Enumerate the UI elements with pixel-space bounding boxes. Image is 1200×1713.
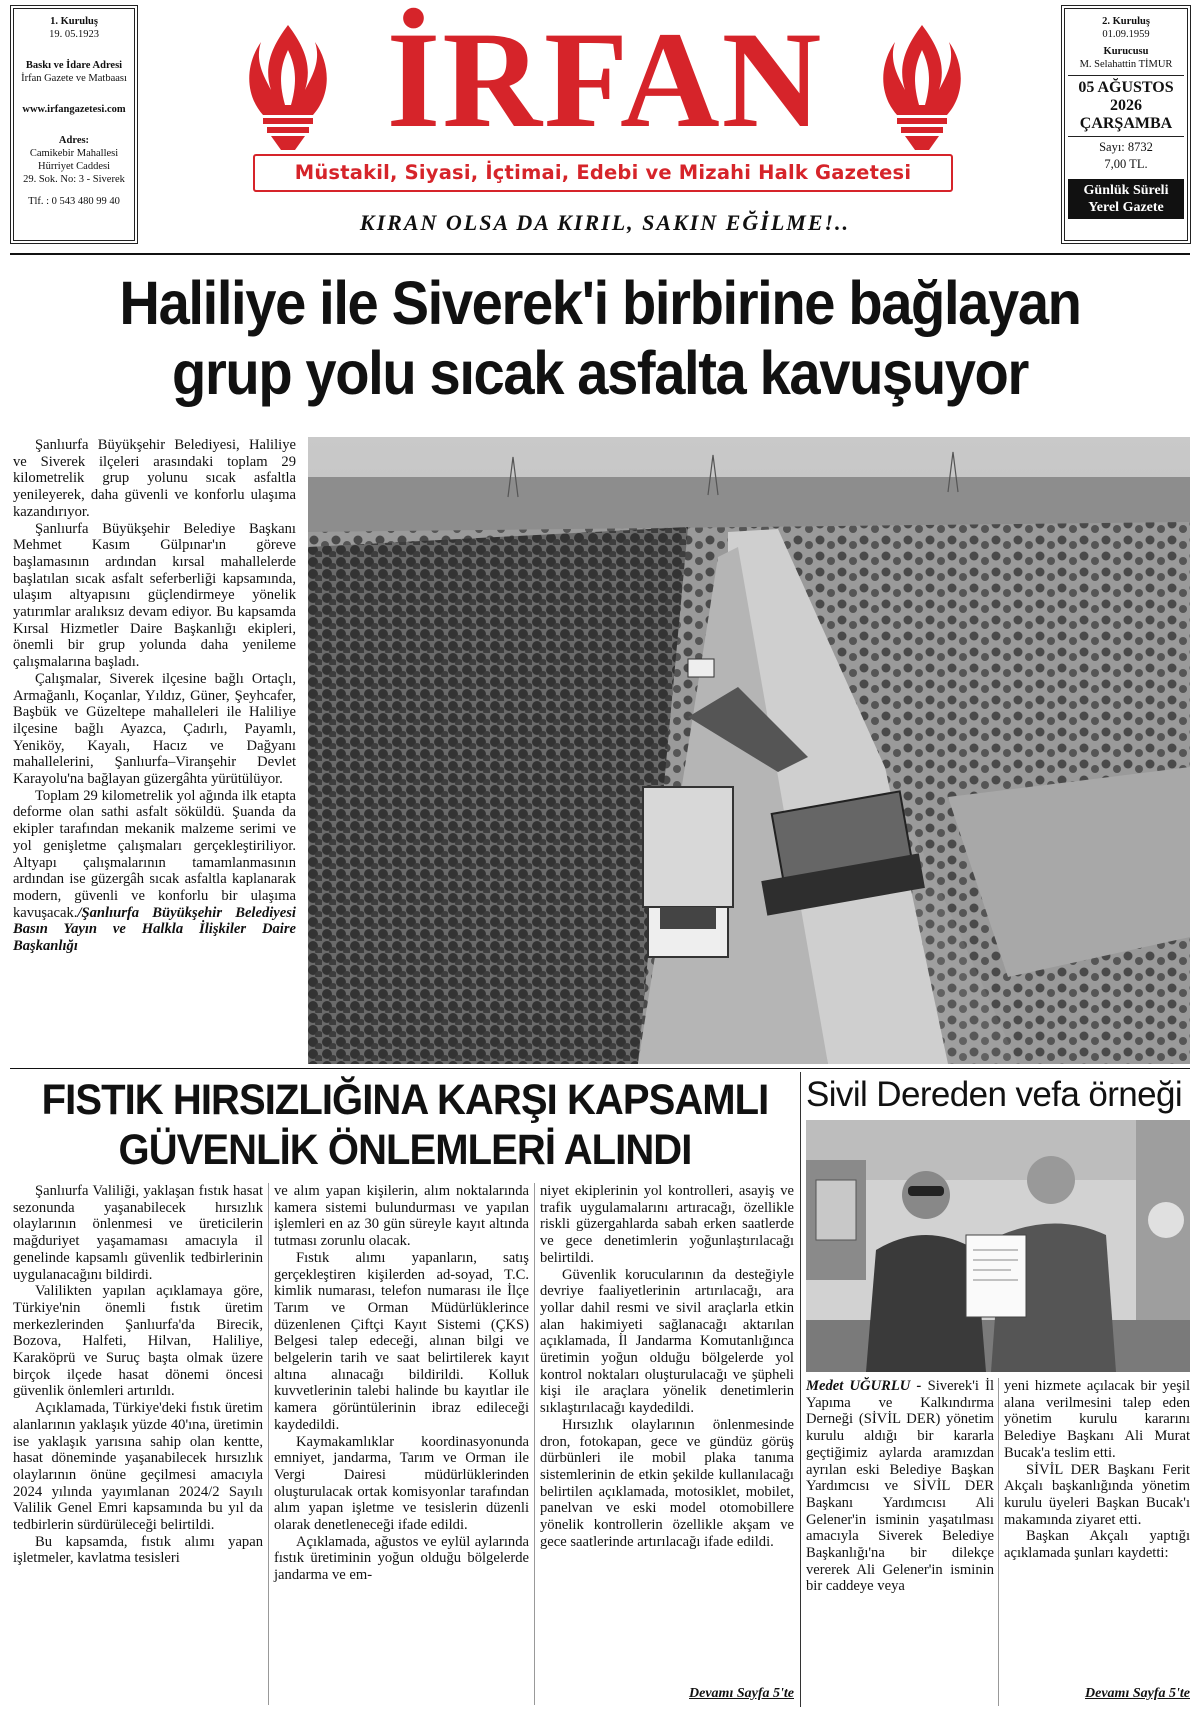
founder-label: Kurucusu xyxy=(1103,46,1149,57)
paragraph: SİVİL DER Başkanı Ferit Akçalı başkanlığında yönetim kurulu üyeleri Başkan Bucak'ı makamında ziyaret etti. xyxy=(1004,1461,1190,1528)
byline: Medet UĞURLU - xyxy=(806,1378,922,1394)
paragraph: yeni hizmete açılacak bir yeşil alana verilmesini talep eden yönetim kurulu kararını Belediye Başkanı Ali Murat Bucak'a teslim etti. xyxy=(1004,1378,1190,1461)
main-story-text xyxy=(13,437,296,955)
award-handover-photo xyxy=(806,1120,1190,1372)
print-label: Baskı ve İdare Adresi xyxy=(25,60,123,71)
paragraph: Şanlıurfa Valiliği, yaklaşan fıstık hasat sezonunda yaşanabilecek hırsızlık olaylarının önlenmesi ve üreticilerin mağduriyet yaşamaması amacıyla il genelinde kapsamlı güvenlik tedbirlerinin uygulanacağını bildirdi. xyxy=(13,1183,263,1283)
address-line: Hürriyet Caddesi xyxy=(37,161,111,172)
main-headline-line: Haliliye ile Siverek'i birbirine bağlayan xyxy=(119,269,1081,337)
second-story-column-3 xyxy=(540,1183,794,1550)
main-headline-line: grup yolu sıcak asfalta kavuşuyor xyxy=(172,339,1028,407)
newspaper-subtitle: Müstakil, Siyasi, İçtimai, Edebi ve Mizahi Halk Gazetesi xyxy=(253,154,953,192)
paragraph: Açıklamada, Türkiye'deki fıstık üretim alanlarının yaklaşık yüzde 40'ına, üretimin ise yaklaşık yarısına sahip olan kentte, hasat döneminde yaşanabilecek hırsızlık olaylarının önüne geçilmesi amacıyla 2024 yılında yayımlanan 2024/2 Sayılı Valilik Genel Emri kapsamında bu yıl da tedbirlerin sürdürüleceği belirtildi. xyxy=(13,1400,263,1534)
paragraph: Çalışmalar, Siverek ilçesine bağlı Ortaçlı, Armağanlı, Koçanlar, Yıldız, Güner, Şeyhcafer, Başbük ve Güzeltepe mahalleleri ile Haliliye ilçesine bağlı Ayazca, Çadırlı, Payamlı, Yeniköy, Kayalı, Hacız ve Dağyanı mahallelerini, Şanlıurfa–Viranşehir Devlet Karayolu'na bağlayan güzergâhta yürütülüyor. xyxy=(13,670,296,788)
main-headline xyxy=(57,268,1143,408)
paragraph-text: Toplam 29 kilometrelik yol ağında ilk etapta deforme olan sathi asfalt söküldü. Şuanda da ekipler tarafından mekanik malzeme serimi ve yol genişletme çalışmaları gerçekleştiriliyor. Altyapı çalışmalarının tamamlanmasının ardından ise güzergâh sıcak asfaltla kaplanarak modern, güvenli ve konforlu bir ulaşıma kavuşacak. xyxy=(13,787,296,921)
paragraph: Valilikten yapılan açıklamaya göre, Türkiye'nin önemli fıstık üretim merkezlerinden Şanlıurfa'da Birecik, Bozova, Halfeti, Hilvan, Haliliye, Karaköprü ve Suruç başta olmak üzere birçok ilçede hasat dönemi öncesi güvenlik önlemleri artırıldı. xyxy=(13,1283,263,1400)
newspaper-logo: İRFAN xyxy=(386,3,824,156)
founder-name: M. Selahattin TİMUR xyxy=(1079,59,1173,70)
second-story-column-1 xyxy=(13,1183,263,1567)
column-separator xyxy=(534,1183,535,1705)
second-story-column-2 xyxy=(274,1183,529,1584)
daily-badge xyxy=(1068,179,1184,219)
third-story-column-1 xyxy=(806,1378,994,1595)
second-founding-date: 01.09.1959 xyxy=(1102,29,1150,40)
paragraph: Şanlıurfa Büyükşehir Belediyesi, Haliliye ve Siverek ilçeleri arasındaki toplam 29 kilometrelik grup yolunu sıcak asfaltla yenileyerek, daha güvenli ve konforlu ulaşıma kazandırıyor. xyxy=(13,437,296,520)
newspaper-motto: KIRAN OLSA DA KIRIL, SAKIN EĞİLME!.. xyxy=(359,210,851,235)
third-story-column-2 xyxy=(1004,1378,1190,1562)
road-construction-photo xyxy=(308,437,1190,1064)
address-line: Camikebir Mahallesi xyxy=(29,148,119,159)
paragraph-text: Siverek'i İl Yapıma ve Kalkındırma Derneği (SİVİL DER) yönetim kurulu aldığı bir kararla geçtiğimiz aylarda aramızdan ayrılan eski Belediye Başkan Yardımcısı ve SİVİL DER Başkanı Yardımcısı Ali Gelener'in isminin yaşatılması amacıyla Siverek Belediye Başkanlığı'na bir dilekçe vererek Ali Gelener'in isminin bir caddeye veya xyxy=(806,1378,995,1595)
second-founding-label: 2. Kuruluş xyxy=(1102,16,1150,27)
paragraph: Güvenlik korucularının da desteğiyle devriye faaliyetlerinin artırılacağı, ara yollar dahil resmi ve sivil araçlarla etkin alan hakimiyeti sağlanacağı aktarılan açıklamada, İl Jandarma Komutanlığınca üretimin yoğun olduğu bölgelerde yol kontrol noktaları oluşturulacağı ve şüpheli kişi ile araçlara yönelik denetimlerin sıklaştırılacağı kaydedildi. xyxy=(540,1266,794,1417)
address-label: Adres: xyxy=(58,135,90,146)
second-headline xyxy=(38,1075,773,1175)
website-link[interactable]: www.irfangazetesi.com xyxy=(22,104,126,115)
paragraph: Şanlıurfa Büyükşehir Belediye Başkanı Mehmet Kasım Gülpınar'ın göreve başlamasının ardından kırsal mahallelerde başlatılan sıcak asfalt seferberliği kapsamında, ulaşım altyapısını güçlendirmeye yönelik yatırımlar aralıksız devam ediyor. Bu kapsamda Kırsal Hizmetler Daire Başkanlığı ekipleri, önemli bir grup yolunda daha yenileme çalışmalarına başladı. xyxy=(13,520,296,671)
paragraph: Hırsızlık olaylarının önlenmesinde dron, fotokapan, gece ve gündüz görüş dürbünleri ile mobil plaka tanıma sistemlerinin de etkin şekilde kullanılacağı belirtilen açıklamada, motosiklet, mobilet, panelvan ve eski model otomobillere yönelik kontrollerin özellikle akşam ve gece saatlerinde artırılacağı ifade edildi. xyxy=(540,1416,794,1550)
section-separator xyxy=(800,1072,801,1707)
paragraph: Başkan Akçalı yaptığı açıklamada şunları kaydetti: xyxy=(1004,1528,1190,1562)
daily-badge-line: Yerel Gazete xyxy=(1088,200,1164,215)
paragraph: Kaymakamlıklar koordinasyonunda emniyet, jandarma, Tarım ve Orman ile Vergi Dairesi müdürlüklerinden oluşturulacak ortak komisyonlar tarafından alım yapan işletme ve tesislerin düzenli olarak denetleneceği ifade edildi. xyxy=(274,1433,529,1534)
masthead-left-info xyxy=(13,8,135,241)
continue-link[interactable]: Devamı Sayfa 5'te xyxy=(689,1686,794,1701)
continue-link[interactable]: Devamı Sayfa 5'te xyxy=(1085,1686,1190,1701)
paragraph: Fıstık alımı yapanların, satış gerçekleştiren kişilerden ad-soyad, T.C. kimlik numarası, telefon numarası ile İlçe Tarım ve Orman Müdürlüklerince düzenlenen Çiftçi Kayıt Sistemi (ÇKS) Belgesi talep edeceği, alınan bilgi ve belgelerin tarih ve saat belirtilerek kayıt altına alınacağı bildirildi. Kolluk kuvvetlerinin talebi halinde bu kayıtlar ile kamera görüntülerinin ibraz edileceği kaydedildi. xyxy=(274,1249,529,1433)
issue-date-year: 2026 xyxy=(1110,97,1142,114)
founding-date: 19. 05.1923 xyxy=(49,29,99,40)
founding-label: 1. Kuruluş xyxy=(50,16,98,27)
section-divider xyxy=(10,1068,1190,1069)
source-credit: /Şanlıurfa Büyükşehir Belediyesi Basın Yayın ve Halkla İlişkiler Daire Başkanlığı xyxy=(13,904,296,955)
issue-price: 7,00 TL. xyxy=(1104,157,1148,171)
issue-date xyxy=(1068,75,1184,137)
paragraph: Açıklamada, ağustos ve eylül aylarında fıstık üretiminin yoğun olduğu bölgelerde jandarma ve em- xyxy=(274,1533,529,1584)
torch-flame-icon-right xyxy=(877,20,967,150)
print-value: İrfan Gazete ve Matbaası xyxy=(21,73,127,84)
issue-number: Sayı: 8732 xyxy=(1099,140,1153,154)
address-line: 29. Sok. No: 3 - Siverek xyxy=(23,174,125,185)
torch-flame-icon-left xyxy=(243,20,333,150)
third-headline: Sivil Dereden vefa örneği xyxy=(806,1075,1183,1114)
paragraph xyxy=(806,1378,994,1595)
issue-date-weekday: ÇARŞAMBA xyxy=(1079,115,1173,132)
second-headline-line: GÜVENLİK ÖNLEMLERİ ALINDI xyxy=(118,1126,692,1174)
phone-number: Tlf. : 0 543 480 99 40 xyxy=(28,196,120,207)
second-headline-line: FISTIK HIRSIZLIĞINA KARŞI KAPSAMLI xyxy=(41,1076,769,1124)
daily-badge-line: Günlük Süreli xyxy=(1083,183,1169,198)
paragraph: niyet ekiplerinin yol kontrolleri, asayiş ve trafik uygulamalarını artıracağı, özellikle riskli güzergahlarda sabah erken saatlerde ve gece denetimlerin yoğunlaştırılacağı belirtildi. xyxy=(540,1183,794,1266)
paragraph xyxy=(13,788,296,955)
paragraph: ve alım yapan kişilerin, alım noktalarında kamera sistemi bulundurması ve yapılan işlemleri en az 30 gün süreyle kayıt altında tutması zorunlu olacak. xyxy=(274,1183,529,1250)
issue-date-day-month: 05 AĞUSTOS xyxy=(1078,79,1174,96)
masthead-right-info xyxy=(1064,8,1188,241)
column-separator xyxy=(998,1378,999,1706)
column-separator xyxy=(268,1183,269,1705)
masthead-divider xyxy=(10,253,1190,255)
paragraph: Bu kapsamda, fıstık alımı yapan işletmeler, kavlatma tesisleri xyxy=(13,1533,263,1567)
